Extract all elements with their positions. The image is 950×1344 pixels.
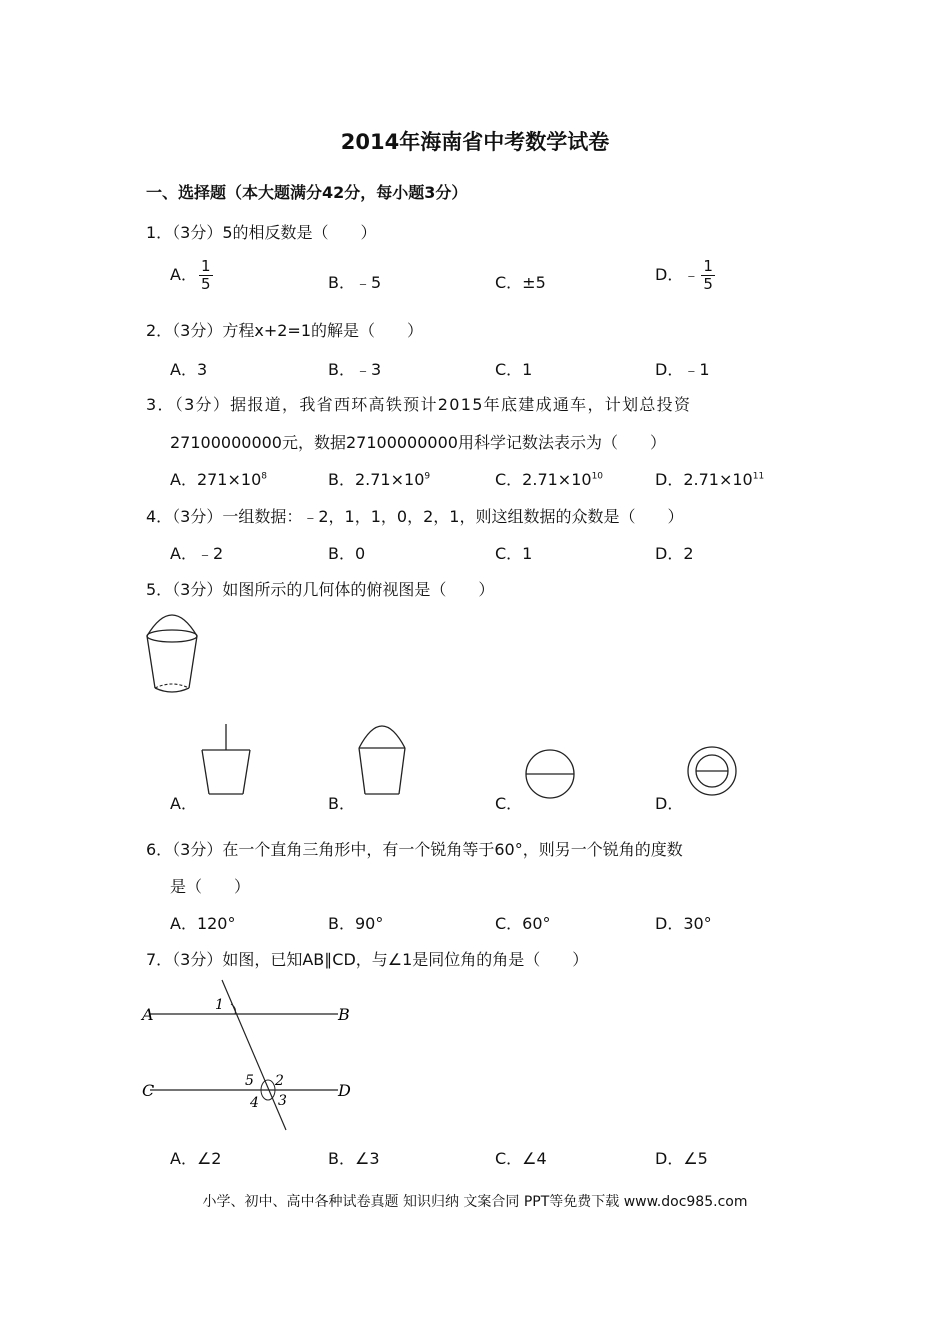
- question-7-stem: 7．（3分）如图，已知AB∥CD，与∠1是同位角的角是（ ）: [146, 950, 589, 969]
- question-2-option-b: B．﹣3: [328, 360, 382, 379]
- question-1-option-b: B．﹣5: [328, 273, 382, 292]
- question-5-option-a: A．: [170, 794, 197, 813]
- question-5-option-c: C．: [495, 794, 523, 813]
- fraction-one-fifth: [199, 258, 213, 293]
- bucket-solid-figure: [140, 608, 204, 700]
- section-heading: 一、选择题（本大题满分42分，每小题3分）: [146, 183, 468, 202]
- question-2-option-d: D．﹣1: [655, 360, 710, 379]
- label-C: C: [142, 1081, 155, 1100]
- option-d-concentric-circles-view: [686, 745, 738, 797]
- fraction-numerator: 1: [703, 257, 713, 275]
- question-3-option-c: [495, 467, 603, 490]
- question-4-option-b: B．0: [328, 544, 366, 563]
- angle-label-3: 3: [278, 1093, 287, 1109]
- page-title: 2014年海南省中考数学试卷: [340, 130, 610, 154]
- option-base: D．2.71×10: [655, 470, 753, 489]
- question-6-option-c: C．60°: [495, 914, 551, 933]
- question-6-option-d: D．30°: [655, 914, 712, 933]
- question-4-option-a: A．﹣2: [170, 544, 224, 563]
- option-exponent: 10: [591, 471, 604, 482]
- question-7-option-d: D．∠5: [655, 1149, 708, 1168]
- question-3-option-d: [655, 467, 764, 490]
- label-D: D: [338, 1081, 351, 1100]
- question-3-option-a: [170, 467, 267, 490]
- option-base: B．2.71×10: [328, 470, 425, 489]
- question-1-option-d: [655, 258, 715, 293]
- angle-label-5: 5: [245, 1073, 254, 1089]
- question-6-stem-line-1: 6．（3分）在一个直角三角形中，有一个锐角等于60°，则另一个锐角的度数: [146, 840, 683, 859]
- question-4-option-d: D．2: [655, 544, 694, 563]
- question-5-stem: 5．（3分）如图所示的几何体的俯视图是（ ）: [146, 580, 495, 599]
- label-A: A: [142, 1005, 154, 1024]
- option-exponent: 9: [424, 471, 431, 482]
- footer-note: 小学、初中、高中各种试卷真题 知识归纳 文案合同 PPT等免费下载 www.doc985.com: [202, 1194, 748, 1210]
- parallel-lines-figure: [138, 975, 362, 1135]
- option-exponent: 11: [752, 471, 765, 482]
- option-a-label: A．: [170, 265, 197, 284]
- question-6-stem-line-2: 是（ ）: [170, 877, 251, 896]
- fraction-one-fifth: [701, 258, 715, 293]
- angle-label-4: 4: [250, 1095, 259, 1111]
- question-3-stem-line-2: 27100000000元，数据27100000000用科学记数法表示为（ ）: [170, 433, 666, 452]
- question-7-option-c: C．∠4: [495, 1149, 547, 1168]
- fraction-numerator: 1: [200, 257, 211, 275]
- angle-label-1: 1: [215, 997, 224, 1013]
- fraction-denominator: 5: [200, 275, 211, 293]
- label-B: B: [338, 1005, 350, 1024]
- question-1-stem: 1．（3分）5的相反数是（ ）: [146, 223, 377, 242]
- option-c-circle-diameter-view: [524, 748, 576, 800]
- question-4-stem: 4．（3分）一组数据：﹣2，1，1，0，2，1，则这组数据的众数是（ ）: [146, 507, 684, 526]
- question-6-option-a: A．120°: [170, 914, 236, 933]
- question-2-option-c: C．1: [495, 360, 533, 379]
- option-d-label: D．﹣: [655, 265, 700, 284]
- question-2-stem: 2．（3分）方程x+2=1的解是（ ）: [146, 321, 424, 340]
- question-5-option-d: D．: [655, 794, 684, 813]
- question-5-option-b: B．: [328, 794, 355, 813]
- question-7-option-a: A．∠2: [170, 1149, 222, 1168]
- fraction-denominator: 5: [703, 275, 713, 293]
- question-1-option-a: [170, 258, 213, 293]
- option-b-bucket-front-view: [356, 718, 408, 798]
- angle-label-2: 2: [275, 1073, 284, 1089]
- question-6-option-b: B．90°: [328, 914, 384, 933]
- question-7-option-b: B．∠3: [328, 1149, 380, 1168]
- option-base: C．2.71×10: [495, 470, 592, 489]
- question-3-stem-line-1: 3．（3分）据报道，我省西环高铁预计2015年底建成通车，计划总投资: [146, 395, 692, 414]
- option-exponent: 8: [261, 471, 267, 482]
- option-a-trapezoid-view: [200, 722, 252, 798]
- question-4-option-c: C．1: [495, 544, 533, 563]
- option-base: A．271×10: [170, 470, 262, 489]
- question-3-option-b: [328, 467, 430, 490]
- question-2-option-a: A．3: [170, 360, 208, 379]
- question-1-option-c: C．±5: [495, 273, 546, 292]
